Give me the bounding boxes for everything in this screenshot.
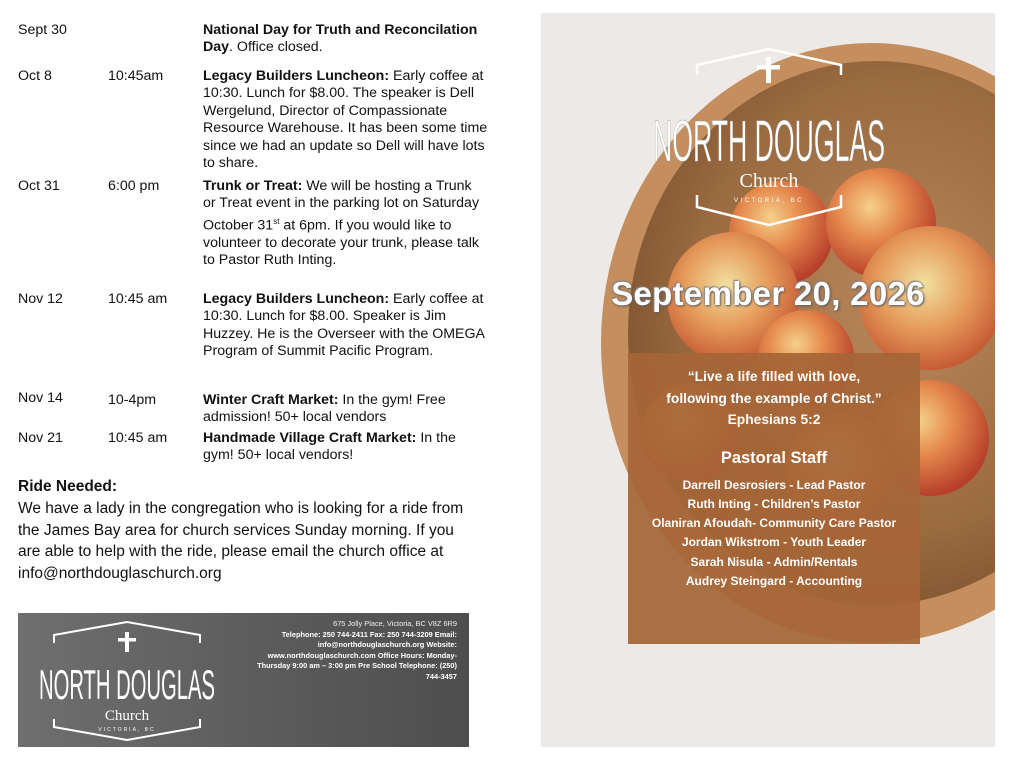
- staff-list: [628, 476, 920, 592]
- contact-address: 675 Jolly Place, Victoria, BC V8Z 6R9: [333, 619, 457, 628]
- event-title: National Day for Truth and Reconcilation Day: [203, 22, 478, 56]
- event-title: Legacy Builders Luncheon:: [203, 291, 390, 307]
- event-text: at 6pm. If you would like to volunteer to decorate your trunk, please talk to Pastor Ruth Inting.: [203, 217, 480, 269]
- quote-reference: Ephesians 5:2: [727, 412, 821, 427]
- staff-member: Darrell Desrosiers - Lead Pastor: [682, 477, 866, 492]
- event-date: Nov 14: [18, 390, 63, 406]
- event-description: [203, 392, 488, 427]
- event-description: [203, 291, 488, 361]
- event-text: We will be hosting a Trunk or Treat event in the parking lot on Saturday October 31: [203, 178, 480, 234]
- logo-church: Church: [104, 708, 150, 724]
- event-text: . Office closed.: [229, 39, 323, 56]
- cover-page: [541, 13, 995, 747]
- cross-icon: [766, 57, 771, 83]
- event-description: [203, 178, 488, 270]
- event-text: In the gym! Free admission! 50+ local vendors: [203, 392, 446, 426]
- event-description: [203, 430, 488, 465]
- church-logo: [32, 619, 222, 743]
- staff-member: Jordan Wikstrom - Youth Leader: [681, 535, 867, 550]
- info-box: [628, 353, 920, 644]
- staff-member: Audrey Steingard - Accounting: [685, 573, 863, 588]
- staff-member: Ruth Inting - Children’s Pastor: [687, 496, 861, 511]
- event-title: Handmade Village Craft Market:: [203, 430, 417, 446]
- event-title: Legacy Builders Luncheon:: [203, 68, 390, 84]
- event-text: Early coffee at 10:30. Lunch for $8.00. Speaker is Jim Huzzey. He is the Overseer with the OMEGA Program of Summit Pacific Program.: [203, 291, 485, 360]
- ride-text: We have a lady in the congregation who is looking for a ride from the James Bay area for church services Sunday morning. If you are able to help with the ride, please email the church office at info@northdouglaschurch.org: [18, 500, 464, 582]
- cover-church-logo: [639, 37, 899, 237]
- event-time: 10:45 am: [108, 291, 168, 307]
- event-date: Nov 21: [18, 430, 63, 446]
- event-date: Nov 12: [18, 291, 63, 307]
- contact-details: Telephone: 250 744-2411 Fax: 250 744-3209 Email: info@northdouglaschurch.org Website: www.northdouglaschurch.com Office Hours: Monday-Thursday 9:00 am – 3:00 pm Pre School Telephone: (250) 744-3457: [257, 629, 457, 681]
- event-date: Oct 8: [18, 68, 52, 84]
- event-text-superscript: st: [273, 216, 280, 226]
- event-title: Trunk or Treat:: [203, 178, 303, 194]
- event-description: [203, 68, 488, 172]
- event-time: 10:45am: [108, 68, 164, 84]
- ride-title: Ride Needed:: [18, 478, 118, 495]
- event-text: Early coffee at 10:30. Lunch for $8.00. The speaker is Dell Wergelund, Director of Compassionate Resource Warehouse. It has been some time since we had an update so Dell will have lots to share.: [203, 68, 488, 172]
- event-date: Oct 31: [18, 178, 60, 194]
- staff-member: Sarah Nisula - Admin/Rentals: [690, 554, 858, 569]
- cover-logo-name: NORTH DOUGLAS: [653, 109, 885, 174]
- event-time: 10-4pm: [108, 392, 157, 408]
- staff-title: Pastoral Staff: [720, 448, 828, 467]
- event-time: 10:45 am: [108, 430, 168, 446]
- cover-logo-church: Church: [739, 170, 799, 192]
- cover-logo-location: VICTORIA, BC: [734, 198, 804, 204]
- cross-icon: [125, 632, 129, 652]
- event-time: 6:00 pm: [108, 178, 160, 194]
- logo-location: VICTORIA, BC: [98, 727, 156, 733]
- event-text: In the gym! 50+ local vendors!: [203, 430, 456, 464]
- logo-name: NORTH DOUGLAS: [39, 661, 215, 708]
- ride-needed-notice: [18, 478, 478, 584]
- event-description: [203, 22, 488, 57]
- contact-footer: [18, 613, 469, 747]
- quote-line: following the example of Christ.”: [666, 390, 882, 406]
- service-date: September 20, 2026: [611, 275, 925, 312]
- scripture-quote: [628, 366, 920, 431]
- staff-member: Olaniran Afoudah- Community Care Pastor: [651, 516, 897, 531]
- quote-line: “Live a life filled with love,: [687, 369, 861, 384]
- contact-info: [247, 619, 457, 683]
- event-title: Winter Craft Market:: [203, 392, 339, 408]
- event-date: Sept 30: [18, 22, 67, 38]
